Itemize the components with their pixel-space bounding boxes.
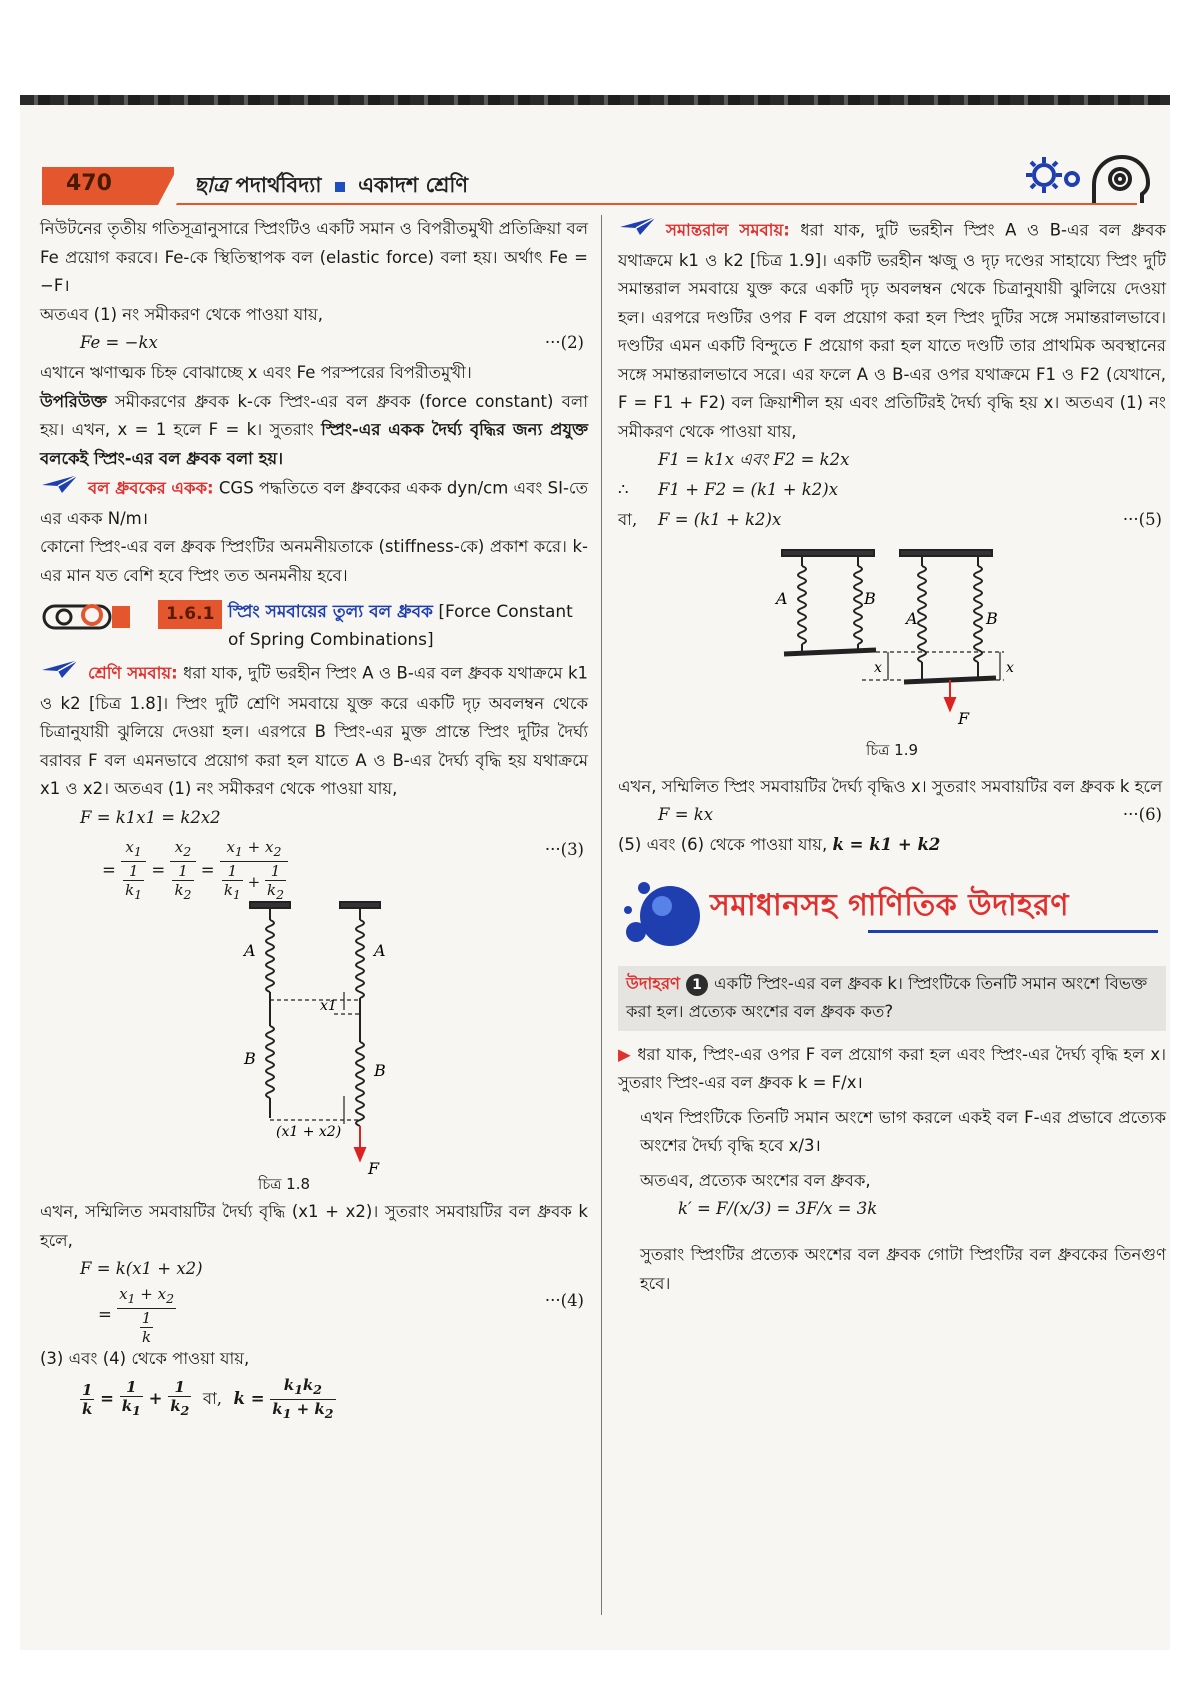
label-a: A — [776, 589, 788, 608]
equation-text: F = (k1 + k2)x — [658, 510, 782, 529]
label-b: B — [374, 1060, 386, 1080]
series-paragraph — [40, 658, 588, 804]
label-b: B — [864, 589, 876, 608]
equation-text: k′ = F/(x/3) = 3F/x = 3k — [678, 1199, 878, 1218]
or-word: বা, — [618, 510, 638, 529]
solution-step: অতএব, প্রত্যেক অংশের বল ধ্রুবক, — [640, 1170, 871, 1190]
therefore-symbol: ∴ — [618, 480, 629, 499]
equation-result: $\frac{1}{k}$ = $\frac{1}{k_1}$ + $\frac{1}{k_2}$ বা, k = $\frac{k_1k_2}{k_1 + k_2}$ — [82, 1375, 334, 1421]
label-a: A — [906, 609, 918, 628]
equation-text: F1 = k1x এবং F2 = k2x — [658, 450, 850, 469]
example-number: 1 — [686, 974, 708, 996]
example-question — [618, 966, 1166, 1031]
figure-1-8 — [184, 896, 444, 1196]
equation-text: F = kx — [658, 805, 714, 824]
square-bullet-icon — [335, 182, 345, 192]
page-header — [42, 161, 1162, 205]
bold-text: উপরিউক্ত — [40, 391, 107, 411]
label-x: x — [1006, 660, 1014, 676]
solution-step — [618, 1041, 1166, 1098]
section-title-en: [Force Constant of Spring Combinations] — [228, 602, 573, 650]
parallel-title: সমান্তরাল সমবায়: — [666, 220, 790, 240]
banner-title: সমাধানসহ গাণিতিক উদাহরণ — [710, 887, 1069, 923]
page-number: 470 — [66, 171, 112, 196]
solution-text: ধরা যাক, স্প্রিং-এর ওপর F বল প্রয়োগ করা হল এবং স্প্রিং-এর দৈর্ঘ্য বৃদ্ধি হল x। সুতরাং স্প্রিং-এর বল ধ্রুবক k = F/x। — [618, 1044, 1166, 1092]
book-page — [20, 95, 1170, 1650]
paper-plane-icon — [40, 473, 80, 505]
examples-banner — [618, 870, 1166, 960]
subject-label: পদার্থবিদ্যা — [235, 173, 322, 197]
equation-6 — [618, 801, 1166, 831]
equation-2 — [40, 329, 588, 359]
fraction: $x_1 + x_2$ $\frac{1}{k_1}$ + $\frac{1}{k_2}$ — [220, 838, 288, 904]
label-x: x — [874, 660, 882, 676]
equation-number: ···(2) — [544, 333, 584, 352]
paragraph — [618, 831, 1166, 860]
label-x1: x1 — [320, 997, 337, 1014]
fraction-chain: = $\frac{x_1}{\frac{1}{k_1}}$ = $\frac{x_2}{\frac{1}{k_2}}$ = $x_1 + x_2$ $\frac{1}{k_1}$ + $\frac{1}{k_2}$ — [102, 838, 288, 904]
series-spring-diagram — [184, 896, 444, 1196]
paper-plane-icon — [618, 215, 658, 247]
result: k = k1 + k2 — [832, 835, 941, 854]
section-heading — [40, 596, 588, 654]
left-column — [40, 215, 588, 1424]
text: (5) এবং (6) থেকে পাওয়া যায়, — [618, 835, 833, 854]
equation-number: ···(6) — [1122, 805, 1162, 824]
label-a: A — [374, 940, 386, 960]
paper-plane-icon — [40, 658, 80, 690]
question-text: একটি স্প্রিং-এর বল ধ্রুবক k। স্প্রিংটিকে তিনটি সমান অংশে বিভক্ত করা হল। প্রত্যেক অংশের বল ধ্রুবক কত? — [626, 973, 1148, 1021]
parallel-text: ধরা যাক, দুটি ভরহীন স্প্রিং A ও B-এর বল ধ্রুবক যথাক্রমে k1 ও k2 [চিত্র 1.9]। একটি ভরহীন ঋজু ও দৃঢ় দণ্ডের সাহায্যে স্প্রিং দুটি সমান্তরাল সমবায়ে যুক্ত করে একটি দৃঢ় অবলম্বন থেকে চিত্রানুযায়ী ঝুলিয়ে দেওয়া হল। এরপরে দণ্ডটির ওপর F বল প্রয়োগ করা হল স্প্রিং দুটির সঙ্গে সমান্তরালভাবে। দণ্ডটির এমন একটি বিন্দুতে F প্রয়োগ করা হল যাতে দণ্ডটি তার প্রাথমিক অবস্থানের সঙ্গে সমান্তরালভাবে সরে। এর ফলে A ও B-এর ওপর যথাক্রমে F1 ও F2 (যেখানে, F = F1 + F2) বল ক্রিয়াশীল হয় এবং প্রতিটিরই দৈর্ঘ্য বৃদ্ধি হয় x। অতএব (1) নং সমীকরণ থেকে পাওয়া যায়, — [618, 220, 1166, 441]
equation-4a — [40, 1255, 588, 1285]
parallel-paragraph — [618, 215, 1166, 446]
section-title-bn: স্প্রিং সমবায়ের তুল্য বল ধ্রুবক — [228, 602, 433, 622]
label-b: B — [986, 609, 998, 628]
series-title: শ্রেণি সমবায়: — [88, 663, 178, 683]
equation-5a — [618, 446, 1166, 476]
unit-paragraph — [40, 473, 588, 533]
book-title — [194, 169, 468, 204]
section-badge — [42, 602, 130, 630]
triangle-bullet-icon: ▶ — [618, 1044, 632, 1064]
paragraph: কোনো স্প্রিং-এর বল ধ্রুবক স্প্রিংটির অনমনীয়তাকে (stiffness-কে) প্রকাশ করে। k-এর মান যত বেশি হবে স্প্রিং তত অনমনীয় হবে। — [40, 537, 588, 585]
definition: স্প্রিং-এর একক দৈর্ঘ্য বৃদ্ধির জন্য প্রযুক্ত বলকেই স্প্রিং-এর বল ধ্রুবক বলা হয়। — [40, 420, 588, 468]
bubbles-icon — [618, 870, 718, 960]
unit-title: বল ধ্রুবকের একক: — [88, 478, 214, 498]
section-number: 1.6.1 — [158, 600, 222, 629]
paragraph: এখন, সম্মিলিত সমবায়টির দৈর্ঘ্য বৃদ্ধি (x1 + x2)। সুতরাং সমবায়টির বল ধ্রুবক k হলে, — [40, 1202, 588, 1250]
equation-text: Fe = −kx — [80, 333, 158, 352]
equation-text: F1 + F2 = (k1 + k2)x — [658, 480, 839, 499]
paragraph: এখন, সম্মিলিত স্প্রিং সমবায়টির দৈর্ঘ্য বৃদ্ধিও x। সুতরাং সমবায়টির বল ধ্রুবক k হলে — [618, 776, 1163, 796]
equation-number: ···(3) — [544, 839, 584, 859]
grade-label: একাদশ শ্রেণি — [358, 173, 469, 197]
equation-3a — [40, 804, 588, 834]
section-title — [228, 598, 588, 654]
equation-3b — [40, 834, 588, 902]
fraction: $\frac{x_1}{\frac{1}{k_1}}$ — [121, 838, 146, 904]
paragraph: নিউটনের তৃতীয় গতিসূত্রানুসারে স্প্রিংটিও একটি সমান ও বিপরীতমুখী প্রতিক্রিয়া বল Fe প্রয়োগ করবে। Fe-কে স্থিতিস্থাপক বল (elastic force) বলা হয়। অর্থাৎ Fe = −F। — [40, 219, 588, 295]
paragraph: (3) এবং (4) থেকে পাওয়া যায়, — [40, 1349, 250, 1368]
label-a: A — [244, 940, 256, 960]
equation-5c — [618, 506, 1166, 536]
banner-underline — [868, 930, 1158, 933]
figure-1-9 — [742, 544, 1042, 744]
scan-edge — [20, 95, 1170, 105]
label-b: B — [244, 1048, 256, 1068]
right-column — [618, 215, 1166, 1298]
label-x1-x2: (x1 + x2) — [276, 1123, 342, 1140]
equation-4b: = $\frac{x_1 + x_2}{\frac{1}{k}}$ ···(4) — [98, 1285, 584, 1346]
paragraph — [40, 388, 588, 474]
column-divider — [601, 215, 602, 1615]
fraction: $\frac{x_2}{\frac{1}{k_2}}$ — [170, 838, 195, 904]
paragraph: অতএব (1) নং সমীকরণ থেকে পাওয়া যায়, — [40, 304, 324, 324]
equation-number: ···(5) — [1122, 510, 1162, 529]
figure-caption: চিত্র 1.8 — [257, 1174, 311, 1193]
solution-step: এখন স্প্রিংটিকে তিনটি সমান অংশে ভাগ করলে একই বল F-এর প্রভাবে প্রত্যেক অংশের দৈর্ঘ্য বৃদ্ধি হবে x/3। — [640, 1107, 1166, 1155]
equation-5b — [618, 476, 1166, 506]
label-f: F — [958, 709, 970, 728]
solution-equation — [618, 1195, 1166, 1235]
or-word: বা, — [202, 1388, 223, 1408]
series-text: ধরা যাক, দুটি ভরহীন স্প্রিং A ও B-এর বল ধ্রুবক যথাক্রমে k1 ও k2 [চিত্র 1.8]। স্প্রিং দুটি শ্রেণি সমবায়ে যুক্ত করে একটি দৃঢ় অবলম্বন থেকে চিত্রানুযায়ী ঝুলিয়ে দেওয়া হল। এরপরে B স্প্রিং-এর মুক্ত প্রান্তে স্প্রিং দুটির দৈর্ঘ্য বরাবর F বল এমনভাবে প্রয়োগ করা হল যাতে A ও B-এর দৈর্ঘ্য বৃদ্ধি হয় যথাক্রমে x1 ও x2। অতএব (1) নং সমীকরণ থেকে পাওয়া যায়, — [40, 663, 588, 798]
publisher-mark: ছাত্র — [194, 173, 229, 197]
fraction: $\frac{x_1 + x_2}{\frac{1}{k}}$ — [119, 1285, 175, 1346]
example-label: উদাহরণ — [626, 973, 681, 993]
figure-caption: চিত্র 1.9 — [865, 741, 919, 759]
solution-step: সুতরাং স্প্রিংটির প্রত্যেক অংশের বল ধ্রুবক গোটা স্প্রিংটির বল ধ্রুবকের তিনগুণ হবে। — [640, 1245, 1166, 1293]
equation-number: ···(4) — [544, 1291, 584, 1310]
unit-text: CGS পদ্ধতিতে বল ধ্রুবকের একক dyn/cm এবং SI-তে এর একক N/m। — [40, 478, 588, 528]
parallel-spring-diagram — [742, 544, 1042, 744]
gear-head-icon — [1014, 149, 1154, 215]
text: সমীকরণের ধ্রুবক k-কে স্প্রিং-এর বল ধ্রুবক (force constant) বলা হয়। এখন, x = 1 হলে F = k। সুতরাং — [40, 391, 588, 439]
paragraph: এখানে ঋণাত্মক চিহ্ন বোঝাচ্ছে x এবং Fe পরস্পরের বিপরীতমুখী। — [40, 363, 472, 382]
equation-text: F = k(x1 + x2) — [80, 1259, 203, 1278]
label-f: F — [368, 1158, 380, 1178]
equation-text: F = k1x1 = k2x2 — [80, 807, 221, 827]
